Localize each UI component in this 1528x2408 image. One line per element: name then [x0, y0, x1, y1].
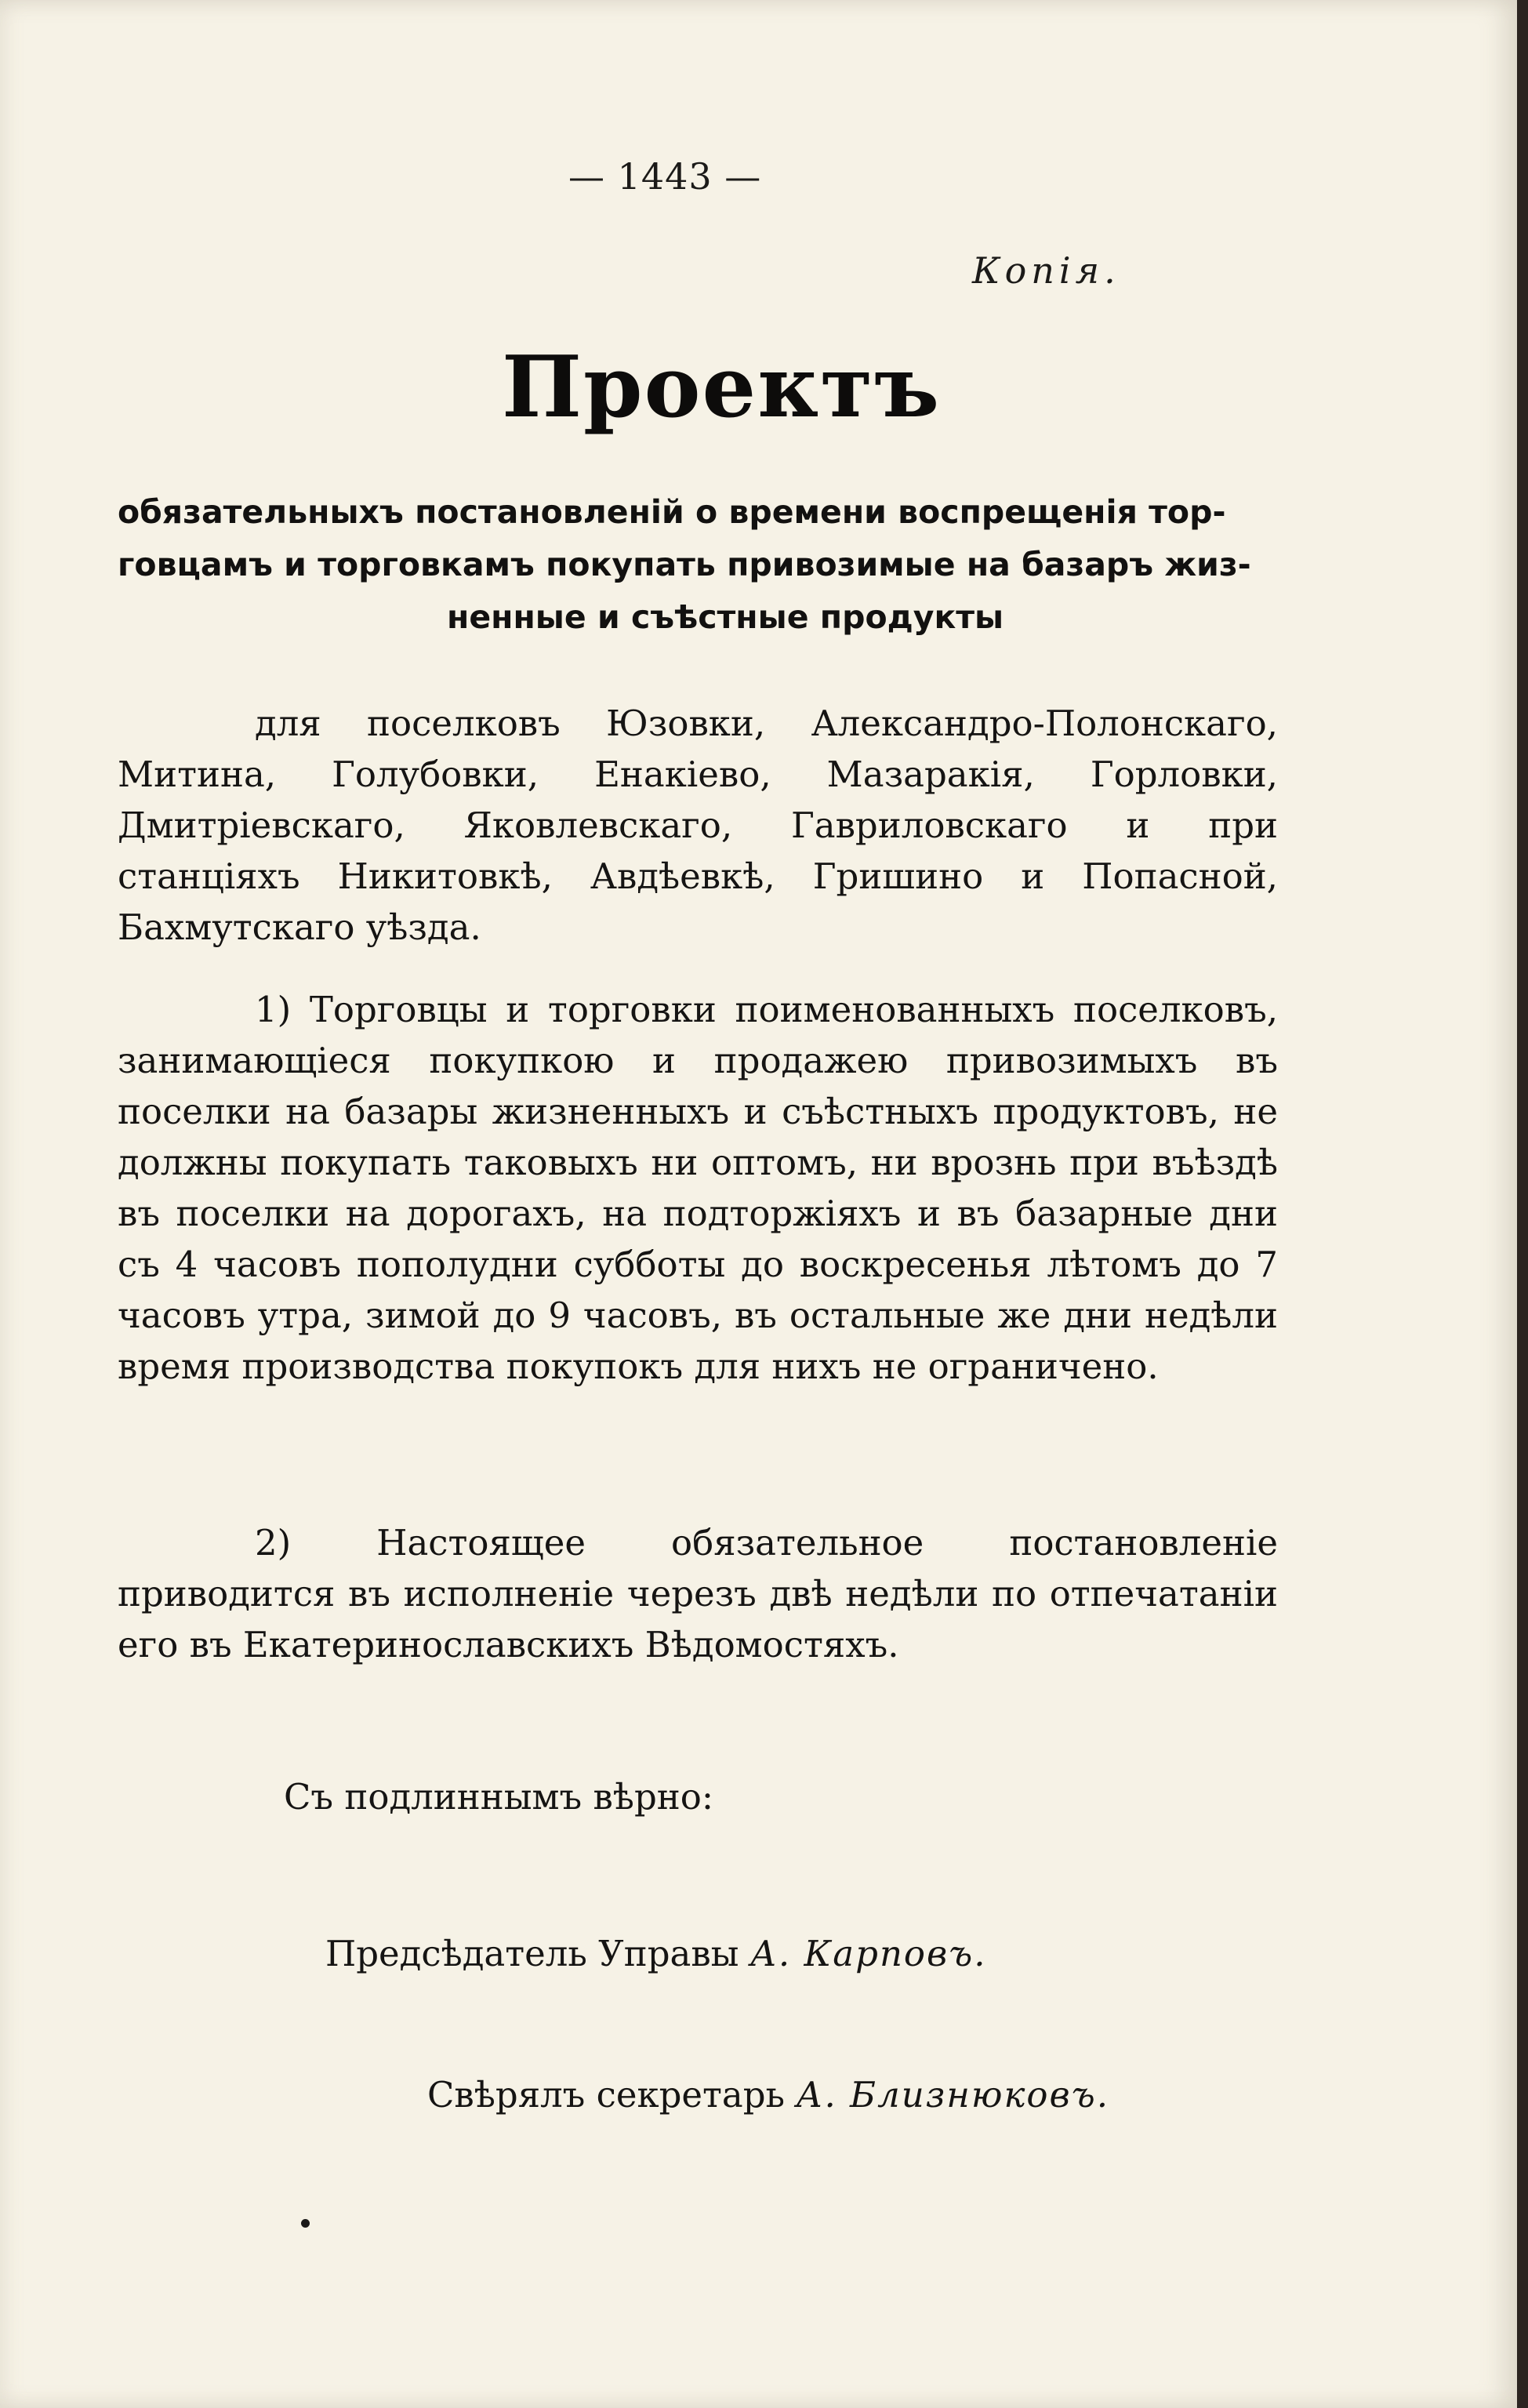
ink-speck — [301, 2219, 310, 2228]
page-edge — [1517, 0, 1528, 2408]
chairman-title: Предсѣдатель Управы — [325, 1933, 739, 1974]
document-subtitle — [118, 486, 1270, 644]
intro-paragraph: для поселковъ Юзовки, Александро-Полонскаго, Митина, Голубовки, Енакіево, Мазаракія, Горловки, Дмитріевскаго, Яковлевскаго, Гавриловскаго и при станціяхъ Никитовкѣ, Авдѣевкѣ, Гришино и Попасной, Бахмутскаго уѣзда. — [118, 703, 1278, 948]
subtitle-line-1: обязательныхъ постановленій о времени воспрещенія тор- — [118, 493, 1226, 531]
subtitle-line-2: говцамъ и торговкамъ покупать привозимые на базаръ жиз- — [118, 546, 1251, 583]
chairman-signature-line — [325, 1933, 987, 1974]
secretary-title: Свѣрялъ секретарь — [427, 2074, 786, 2116]
chairman-name: А. Карповъ. — [749, 1933, 987, 1974]
paragraph-2: 2) Настоящее обязательное постановленіе приводится въ исполненіе черезъ двѣ недѣли по отпечатаніи его въ Екатеринославскихъ Вѣдомостяхъ. — [118, 1522, 1278, 1665]
secretary-name: А. Близнюковъ. — [796, 2074, 1110, 2116]
paragraph-1: 1) Торговцы и торговки поименованныхъ поселковъ, занимающіеся покупкою и продажею привозимыхъ въ поселки на базары жизненныхъ и съѣстныхъ продуктовъ, не должны покупать таковыхъ ни оптомъ, ни врознь при въѣздѣ въ поселки на дорогахъ, на подторжіяхъ и въ базарные дни съ 4 часовъ пополудни субботы до воскресенья лѣтомъ до 7 часовъ утра, зимой до 9 часовъ, въ остальные же дни недѣли время производства покупокъ для нихъ не ограничено. — [118, 989, 1278, 1387]
copy-label: Копія. — [972, 249, 1120, 292]
verified-line: Съ подлиннымъ вѣрно: — [284, 1776, 713, 1818]
secretary-signature-line — [427, 2074, 1109, 2116]
document-title: Проектъ — [502, 338, 942, 437]
subtitle-line-3: ненные и съѣстные продукты — [447, 598, 1004, 636]
page-number: — 1443 — — [568, 155, 762, 198]
